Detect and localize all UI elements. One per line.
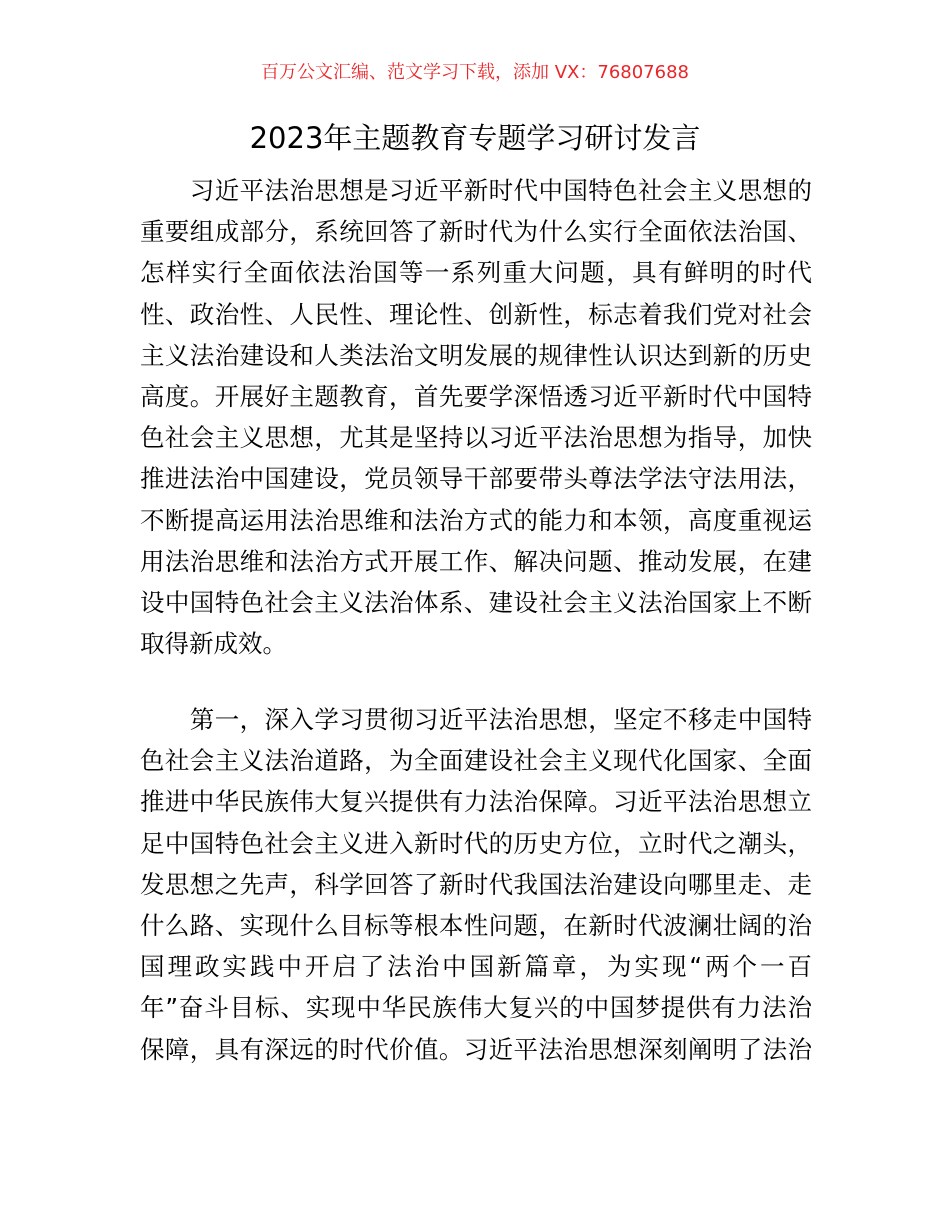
- text-line: 色社会主义思想，尤其是坚持以习近平法治思想为指导，加快: [140, 423, 812, 453]
- text-line: 第一，深入学习贯彻习近平法治思想，坚定不移走中国特: [140, 705, 812, 734]
- text-line: 性、政治性、人民性、理论性、创新性，标志着我们党对社会: [140, 299, 812, 329]
- text-line: 发思想之先声，科学回答了新时代我国法治建设向哪里走、走: [140, 869, 812, 899]
- text-line: 足中国特色社会主义进入新时代的历史方位，立时代之潮头，: [140, 828, 812, 858]
- text-line: 取得新成效。: [140, 629, 287, 659]
- text-line: 怎样实行全面依法治国等一系列重大问题，具有鲜明的时代: [140, 258, 812, 288]
- text-line: 年”奋斗目标、实现中华民族伟大复兴的中国梦提供有力法治: [140, 993, 812, 1023]
- text-line: 推进法治中国建设，党员领导干部要带头尊法学法守法用法，: [140, 464, 812, 494]
- paragraph-1: [140, 170, 812, 664]
- text-line: 习近平法治思想是习近平新时代中国特色社会主义思想的: [140, 176, 812, 205]
- text-line: 国理政实践中开启了法治中国新篇章，为实现“两个一百: [140, 952, 812, 982]
- text-line: 主义法治建设和人类法治文明发展的规律性认识达到新的历史: [140, 340, 812, 370]
- text-line: 重要组成部分，系统回答了新时代为什么实行全面依法治国、: [140, 217, 812, 247]
- text-line: 设中国特色社会主义法治体系、建设社会主义法治国家上不断: [140, 587, 812, 617]
- text-line: 什么路、实现什么目标等根本性问题，在新时代波澜壮阔的治: [140, 910, 812, 940]
- text-line: 不断提高运用法治思维和法治方式的能力和本领，高度重视运: [140, 505, 812, 535]
- paragraph-2: [140, 699, 812, 1070]
- watermark-banner: 百万公文汇编、范文学习下载，添加 VX：76807688: [261, 62, 689, 83]
- text-line: 色社会主义法治道路，为全面建设社会主义现代化国家、全面: [140, 746, 812, 776]
- document-title: 2023年主题教育专题学习研讨发言: [249, 121, 701, 155]
- text-line: 用法治思维和法治方式开展工作、解决问题、推动发展，在建: [140, 546, 812, 576]
- text-line: 保障，具有深远的时代价值。习近平法治思想深刻阐明了法治: [140, 1034, 812, 1064]
- text-line: 推进中华民族伟大复兴提供有力法治保障。习近平法治思想立: [140, 787, 812, 817]
- text-line: 高度。开展好主题教育，首先要学深悟透习近平新时代中国特: [140, 381, 812, 411]
